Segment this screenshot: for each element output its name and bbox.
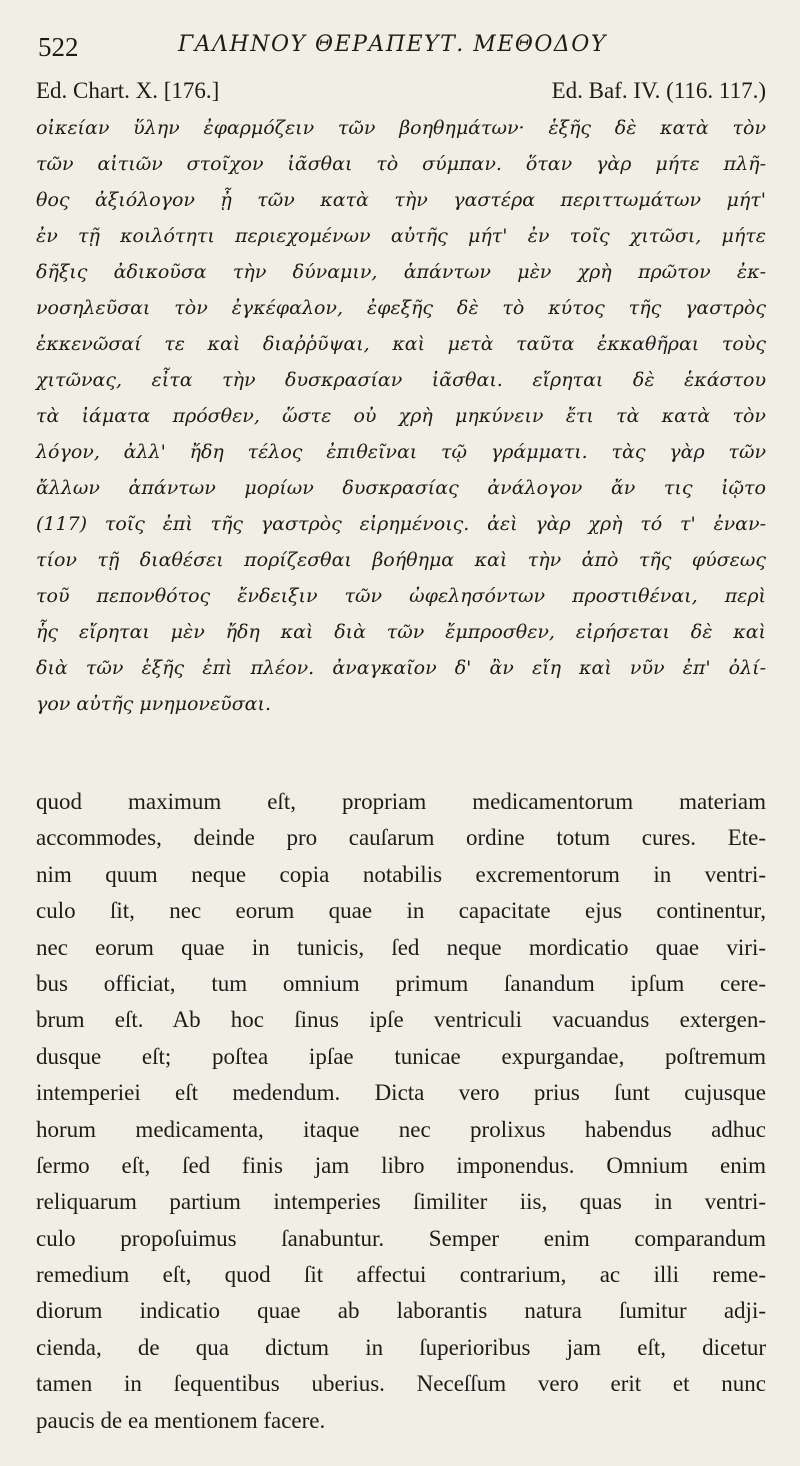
greek-text-line: τίον τῇ διαθέσει πορίζεσθαι βοήθημα καὶ τὴν ἀπὸ τῆς φύσεως	[36, 549, 766, 571]
greek-text-line: λόγον, ἀλλ' ἤδη τέλος ἐπιθεῖναι τῷ γράμματι. τὰς γὰρ τῶν	[36, 441, 766, 463]
greek-text-line: τὰ ἰάματα πρόσθεν, ὥστε οὐ χρὴ μηκύνειν ἔτι τὰ κατὰ τὸν	[36, 405, 766, 427]
latin-text-line: reliquarum partium intemperies ſimiliter iis, quas in ventri-	[36, 1189, 766, 1215]
latin-text-line: tamen in ſequentibus uberius. Neceſſum vero erit et nunc	[36, 1371, 766, 1397]
greek-text-line: ἄλλων ἁπάντων μορίων δυσκρασίας ἀνάλογον ἄν τις ἰῷτο	[36, 477, 766, 499]
running-title: ΓΑΛΗΝΟΥ ΘΕΡΑΠΕΥΤ. ΜΕΘΟΔΟΥ	[178, 32, 607, 57]
latin-text-line: accommodes, deinde pro cauſarum ordine totum cures. Ete-	[36, 825, 766, 851]
latin-text-line: remedium eſt, quod ſit affectui contrarium, ac illi reme-	[36, 1262, 766, 1288]
latin-text-line: horum medicamenta, itaque nec prolixus habendus adhuc	[36, 1116, 766, 1142]
latin-text-line: paucis de ea mentionem facere.	[36, 1407, 326, 1433]
latin-text-line: intemperiei eſt medendum. Dicta vero prius ſunt cujusque	[36, 1080, 766, 1106]
page-number: 522	[38, 32, 79, 62]
greek-text-line: τῶν αἰτιῶν στοῖχον ἰᾶσθαι τὸ σύμπαν. ὅταν γὰρ μήτε πλῆ-	[36, 153, 766, 175]
greek-text-line: ἐν τῇ κοιλότητι περιεχομένων αὐτῆς μήτ' ἐν τοῖς χιτῶσι, μήτε	[36, 225, 766, 247]
edition-chartier-reference: Ed. Chart. X. [176.]	[36, 78, 220, 103]
greek-text-line: διὰ τῶν ἑξῆς ἐπὶ πλέον. ἀναγκαῖον δ' ἂν εἴη καὶ νῦν ἐπ' ὀλί-	[36, 657, 766, 679]
latin-text-block	[36, 784, 766, 1439]
latin-text-line: nim quum neque copia notabilis excrementorum in ventri-	[36, 861, 766, 887]
greek-text-line: οἰκείαν ὕλην ἐφαρμόζειν τῶν βοηθημάτων· ἑξῆς δὲ κατὰ τὸν	[36, 117, 766, 139]
latin-text-line: nec eorum quae in tunicis, ſed neque mordicatio quae viri-	[36, 934, 766, 960]
latin-text-line: cienda, de qua dictum in ſuperioribus jam eſt, dicetur	[36, 1334, 766, 1360]
greek-text-line: τοῦ πεπονθότος ἔνδειξιν τῶν ὠφελησόντων προστιθέναι, περὶ	[36, 585, 766, 607]
latin-text-line: brum eſt. Ab hoc ſinus ipſe ventriculi vacuandus extergen-	[36, 1007, 766, 1033]
greek-text-line: ἧς εἴρηται μὲν ἤδη καὶ διὰ τῶν ἔμπροσθεν, εἰρήσεται δὲ καὶ	[36, 621, 766, 643]
greek-text-line: χιτῶνας, εἶτα τὴν δυσκρασίαν ἰᾶσθαι. εἴρηται δὲ ἑκάστου	[36, 369, 766, 391]
latin-text-line: diorum indicatio quae ab laborantis natura ſumitur adji-	[36, 1298, 766, 1324]
edition-reference-line	[36, 78, 766, 108]
greek-text-block	[36, 110, 766, 722]
greek-text-line: δῆξις ἀδικοῦσα τὴν δύναμιν, ἁπάντων μὲν χρὴ πρῶτον ἐκ-	[36, 261, 766, 283]
latin-text-line: culo propoſuimus ſanabuntur. Semper enim comparandum	[36, 1225, 766, 1251]
greek-text-line: γον αὐτῆς μνημονεῦσαι.	[36, 693, 271, 715]
greek-text-line: ἐκκενῶσαί τε καὶ διαῤῥῦψαι, καὶ μετὰ ταῦτα ἐκκαθῆραι τοὺς	[36, 333, 766, 355]
latin-text-line: ſermo eſt, ſed finis jam libro imponendus. Omnium enim	[36, 1152, 766, 1178]
latin-text-line: dusque eſt; poſtea ipſae tunicae expurgandae, poſtremum	[36, 1043, 766, 1069]
running-head	[38, 30, 758, 70]
latin-text-line: culo ſit, nec eorum quae in capacitate ejus continentur,	[36, 898, 766, 924]
greek-text-line: νοσηλεῦσαι τὸν ἐγκέφαλον, ἐφεξῆς δὲ τὸ κύτος τῆς γαστρὸς	[36, 297, 766, 319]
latin-text-line: bus officiat, tum omnium primum ſanandum ipſum cere-	[36, 970, 766, 996]
latin-text-line: quod maximum eſt, propriam medicamentorum materiam	[36, 789, 766, 814]
greek-text-line: θος ἀξιόλογον ᾖ τῶν κατὰ τὴν γαστέρα περιττωμάτων μήτ'	[36, 189, 766, 211]
edition-basel-reference: Ed. Baf. IV. (116. 117.)	[551, 78, 766, 103]
greek-text-line: (117) τοῖς ἐπὶ τῆς γαστρὸς εἰρημένοις. ἀεὶ γὰρ χρὴ τό τ' ἐναν-	[36, 513, 766, 535]
